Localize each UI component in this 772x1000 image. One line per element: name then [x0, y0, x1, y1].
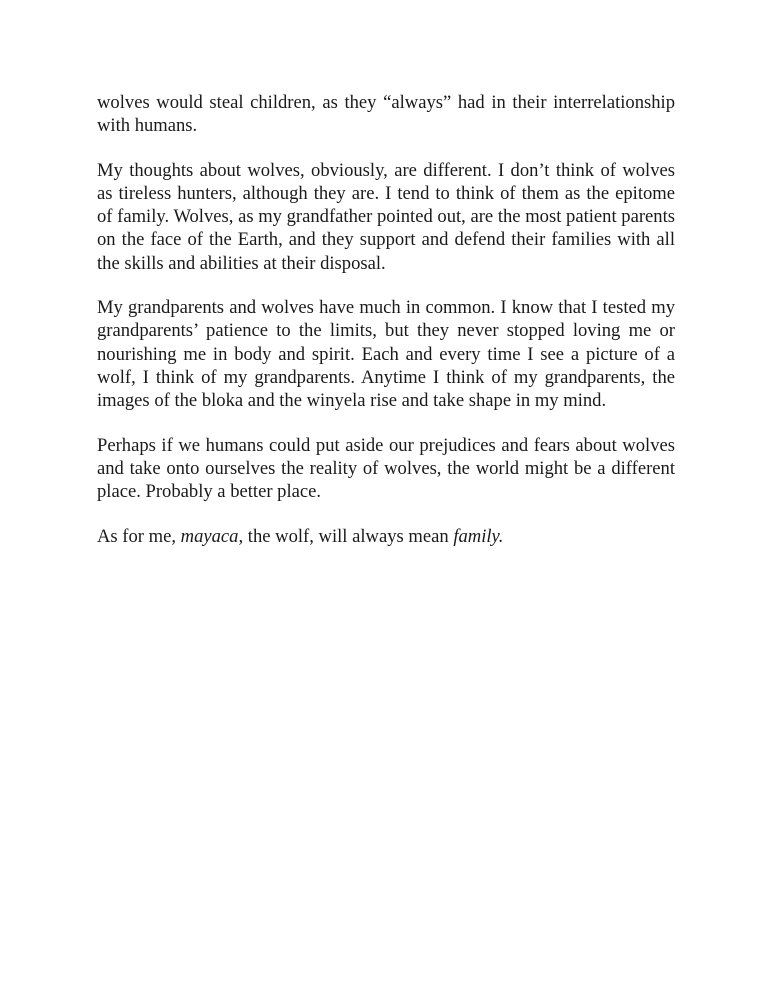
- paragraph-wolves-steal-children: wolves would steal children, as they “always” had in their interrelationship with humans.: [97, 92, 675, 137]
- paragraph-prejudices-and-fears: Perhaps if we humans could put aside our prejudices and fears about wolves and take onto ourselves the reality of wolves, the world might be a different place. Probably a better place.: [97, 434, 675, 503]
- closing-term-mayaca: mayaca,: [180, 525, 244, 547]
- paragraph-grandparents-and-wolves: My grandparents and wolves have much in common. I know that I tested my grandparents’ patience to the limits, but they never stopped loving me or nourishing me in body and spirit. Each and every time I see a picture of a wolf, I think of my grandparents. Anytime I think of my grandparents, the images of the bloka and the winyela rise and take shape in my mind.: [97, 297, 675, 412]
- paragraph-thoughts-about-wolves: My thoughts about wolves, obviously, are different. I don’t think of wolves as tireless hunters, although they are. I tend to think of them as the epitome of family. Wolves, as my grandfather pointed out, are the most patient parents on the face of the Earth, and they support and defend their families with all the skills and abilities at their disposal.: [97, 159, 675, 274]
- closing-middle: the wolf, will always mean: [243, 525, 454, 547]
- paragraph-closing: [97, 525, 675, 548]
- closing-word-family: family.: [453, 525, 504, 547]
- closing-lead: As for me,: [97, 525, 181, 547]
- document-page: [97, 91, 675, 569]
